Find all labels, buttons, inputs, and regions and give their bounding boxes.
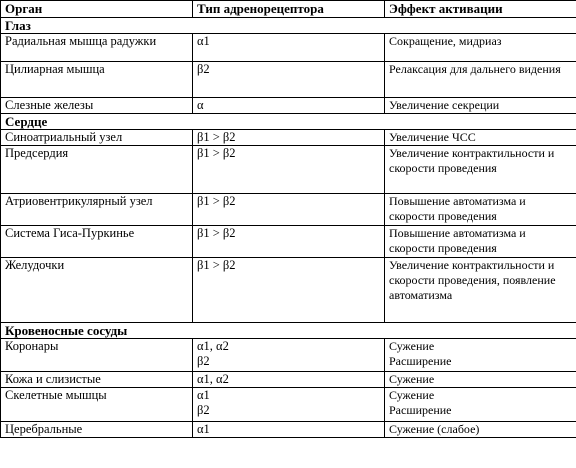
table-row [1,130,576,146]
table-row [1,146,576,194]
organ-cell: Скелетные мышцы [1,388,193,422]
organ-cell: Цилиарная мышца [1,62,193,98]
effect-cell [385,258,576,323]
organ-cell: Коронары [1,339,193,372]
receptor-cell [193,258,385,323]
organ-cell: Синоатриальный узел [1,130,193,146]
effect-value: Повышение автоматизма и скорости проведения [389,226,526,255]
organ-cell: Атриовентрикулярный узел [1,194,193,226]
table-row [1,34,576,62]
receptor-value: β1 > β2 [197,146,236,160]
receptor-cell [193,98,385,114]
effect-cell [385,98,576,114]
effect-value: Расширение [389,354,452,368]
effect-cell [385,130,576,146]
table-body [1,18,576,438]
effect-cell [385,339,576,372]
receptor-cell [193,62,385,98]
receptor-cell [193,388,385,422]
receptor-value: α1 [197,422,210,436]
organ-cell: Кожа и слизистые [1,372,193,388]
table-row [1,339,576,372]
effect-cell [385,422,576,438]
receptor-value: α1, α2 [197,372,229,386]
receptor-value: β2 [197,62,210,76]
effect-cell [385,372,576,388]
effect-cell [385,146,576,194]
receptor-cell [193,422,385,438]
effect-value: Сужение [389,372,435,386]
header-activation-effect: Эффект активации [385,1,576,18]
receptor-value: β1 > β2 [197,226,236,240]
header-row [1,1,576,18]
effect-cell [385,34,576,62]
receptor-cell [193,146,385,194]
effect-value: Сокращение, мидриаз [389,34,502,48]
effect-value: Расширение [389,403,452,417]
receptor-cell [193,372,385,388]
receptor-value: β1 > β2 [197,194,236,208]
effect-value: Увеличение секреции [389,98,500,112]
table-row [1,194,576,226]
receptor-value: α1 [197,34,210,48]
effect-value: Увеличение контрактильности и скорости проведения, появление автоматизма [389,258,556,302]
effect-value: Сужение (слабое) [389,422,480,436]
section-row [1,114,576,130]
header-organ: Орган [1,1,193,18]
effect-value: Повышение автоматизма и скорости проведения [389,194,526,223]
organ-cell: Предсердия [1,146,193,194]
effect-value: Сужение [389,339,435,353]
receptor-cell [193,34,385,62]
effect-cell [385,194,576,226]
table-row [1,258,576,323]
table-row [1,226,576,258]
effect-cell [385,388,576,422]
receptor-value: β2 [197,403,210,417]
organ-cell: Система Гиса-Пуркинье [1,226,193,258]
section-title: Глаз [1,18,576,34]
table-row [1,62,576,98]
table-row [1,422,576,438]
header-receptor-type: Тип адренорецептора [193,1,385,18]
organ-cell: Слезные железы [1,98,193,114]
effect-cell [385,226,576,258]
receptor-cell [193,130,385,146]
organ-cell: Церебральные [1,422,193,438]
table-row [1,388,576,422]
effect-value: Увеличение контрактильности и скорости проведения [389,146,555,175]
receptor-cell [193,194,385,226]
organ-cell: Желудочки [1,258,193,323]
receptor-value: β1 > β2 [197,130,236,144]
table-row [1,372,576,388]
effect-cell [385,62,576,98]
receptor-value: α1, α2 [197,339,229,353]
section-row [1,323,576,339]
receptor-value: α1 [197,388,210,402]
section-title: Кровеносные сосуды [1,323,576,339]
effect-value: Сужение [389,388,435,402]
organ-cell: Радиальная мышца радужки [1,34,193,62]
effect-value: Релаксация для дальнего видения [389,62,561,76]
section-title: Сердце [1,114,576,130]
receptor-value: α [197,98,204,112]
section-row [1,18,576,34]
effect-value: Увеличение ЧСС [389,130,476,144]
receptor-value: β2 [197,354,210,368]
table-row [1,98,576,114]
receptor-cell [193,339,385,372]
receptor-cell [193,226,385,258]
receptor-value: β1 > β2 [197,258,236,272]
